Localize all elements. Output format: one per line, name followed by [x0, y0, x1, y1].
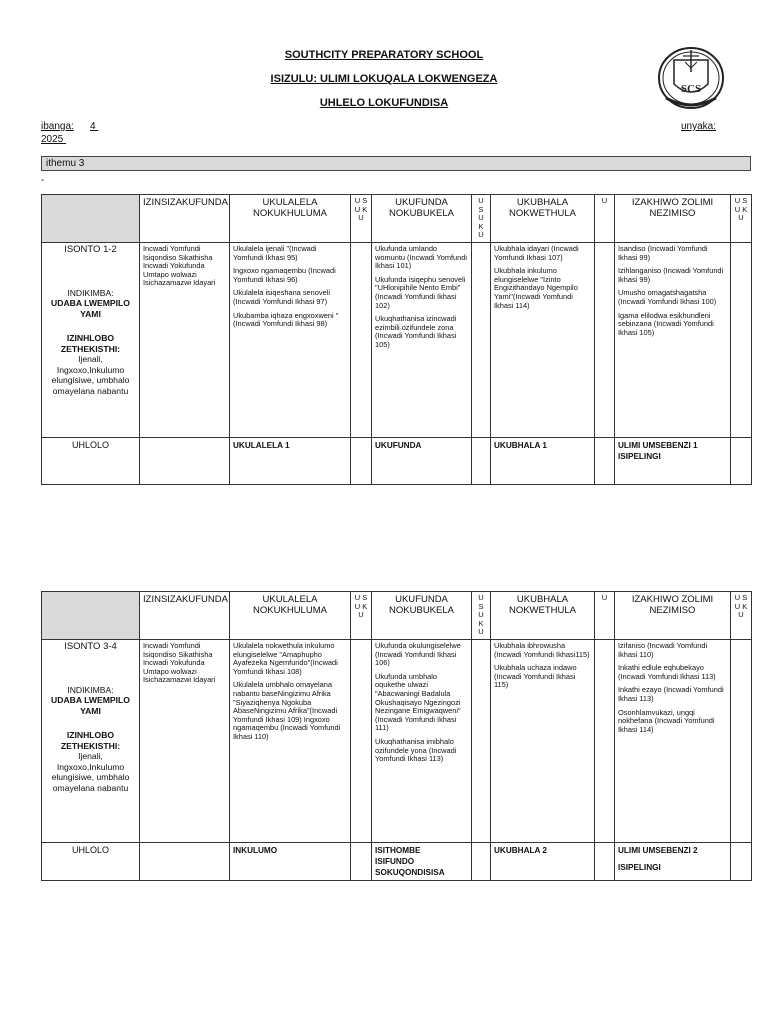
assessment-empty: [140, 843, 230, 881]
assessment-label: UHLOLO: [42, 843, 140, 881]
assessment-writing: UKUBHALA 1: [491, 438, 595, 485]
assessment-line: SOKUQONDISISA: [375, 868, 445, 877]
theme-bar: [41, 156, 751, 171]
list-item: Osonhlamvukazi, ungqi nokhefana (Incwadi Yomfundi Ikhasi 114): [618, 707, 715, 734]
week-cell: [42, 640, 140, 843]
col-header-usuku: U S U K U: [731, 592, 752, 640]
writing-cell: [491, 243, 595, 438]
day-cell: [351, 243, 372, 438]
col-header-listening: UKULALELA NOKUKHULUMA: [230, 195, 351, 243]
reading-cell: [372, 243, 472, 438]
year-label: unyaka:: [681, 121, 717, 132]
day-cell: [731, 640, 752, 843]
izinhlobo-value: Ijenali, Ingxoxo,Inkulumo elungisiwe, umbhalo omayelana nabantu: [51, 354, 130, 396]
assessment-reading: UKUFUNDA: [372, 438, 472, 485]
day-cell: [595, 843, 615, 881]
assessment-language: [615, 843, 731, 881]
izinhlobo-label: IZINHLOBO ZETHEKISTHI:: [60, 333, 121, 354]
col-header-resources: IZINSIZAKUFUNDA: [140, 592, 230, 640]
col-header-usuku: U S U K U: [472, 195, 491, 243]
resources-cell: [140, 243, 230, 438]
document-title: UHLELO LOKUFUNDISA: [319, 97, 449, 109]
assessment-line: ULIMI UMSEBENZI 2: [618, 846, 698, 855]
list-item: Ukulalela isiqeshana senoveli (Incwadi Yomfundi Ikhasi 97): [233, 288, 330, 306]
izinhlobo-label: IZINHLOBO ZETHEKISTHI:: [60, 730, 121, 751]
listening-cell: [230, 640, 351, 843]
day-cell: [595, 640, 615, 843]
assessment-listening: INKULUMO: [230, 843, 351, 881]
resources-text: Incwadi Yomfundi Isiqondiso Sikathisha Incwadi Yokufunda Umtapo wolwazi Isichazamazwi Idayari: [143, 641, 216, 685]
assessment-line: ISIPELINGI: [618, 863, 661, 872]
assessment-line: ISITHOMBE: [375, 846, 421, 855]
list-item: Ukufunda isiqephu senoveli "UHlonipihile Nento Embi" (Incwadi Yomfundi Ikhasi 102): [375, 274, 466, 310]
resources-text: Incwadi Yomfundi Isiqondiso Sikathisha Incwadi Yokufunda Umtapo wolwazi Isichazamazwi Idayari: [143, 244, 216, 288]
col-header-usuku: U S U K U: [351, 195, 372, 243]
col-header-listening: UKULALELA NOKUKHULUMA: [230, 592, 351, 640]
assessment-language: [615, 438, 731, 485]
col-header-u: U: [595, 195, 615, 243]
lesson-plan-table-2: [41, 591, 752, 881]
list-item: Ukubhala uchaza indawo (Incwadi Yomfundi Ikhasi 115): [494, 663, 577, 690]
week-cell: [42, 243, 140, 438]
theme-label: ithemu 3: [46, 158, 85, 169]
col-header-reading: UKUFUNDA NOKUBUKELA: [372, 592, 472, 640]
col-header-usuku: U S U K U: [472, 592, 491, 640]
day-cell: [351, 438, 372, 485]
col-header-writing: UKUBHALA NOKWETHULA: [491, 195, 595, 243]
assessment-line: ISIPELINGI: [618, 452, 661, 461]
izinhlobo-value: Ijenali, Ingxoxo,Inkulumo elungisiwe, umbhalo omayelana nabantu: [51, 751, 130, 793]
week-label: ISONTO 3-4: [64, 641, 117, 652]
list-item: Ukufunda umlando womuntu (Incwadi Yomfundi Ikhasi 101): [375, 244, 468, 271]
reading-cell: [372, 640, 472, 843]
day-cell: [595, 438, 615, 485]
resources-cell: [140, 640, 230, 843]
week-label: ISONTO 1-2: [64, 244, 117, 255]
indikimba-label: INDIKIMBA:: [67, 684, 114, 695]
year-value: 2025: [41, 134, 64, 145]
corner-cell: [42, 592, 140, 640]
list-item: Isandiso (Incwadi Yomfundi Ikhasi 99): [618, 244, 708, 262]
list-item: Ukufunda okulungiselelwe (Incwadi Yomfundi Ikhasi 106): [375, 641, 461, 668]
list-item: Ukuqhathanisa izincwadi ezimbili ozifundele zona (Incwadi Yomfundi Ikhasi 105): [375, 314, 457, 349]
lesson-plan-table-1: [41, 194, 752, 485]
day-cell: [731, 243, 752, 438]
dash-mark: -: [41, 175, 45, 186]
col-header-usuku: U S U K U: [351, 592, 372, 640]
col-header-language: IZAKHIWO ZOLIMI NEZIMISO: [615, 592, 731, 640]
col-header-u: U: [595, 592, 615, 640]
list-item: Igama elilodwa esikhundleni sebinzana (Incwadi Yomfundi Ikhasi 105): [618, 310, 714, 337]
col-header-writing: UKUBHALA NOKWETHULA: [491, 592, 595, 640]
crest-letters: SCS: [680, 83, 702, 95]
day-cell: [351, 843, 372, 881]
list-item: Ukubhala idayari (Incwadi Yomfundi Ikhasi 107): [494, 244, 579, 262]
list-item: Ukuqhathanisa imibhalo ozifundele yona (Incwadi Yomfundi Ikhasi 113): [375, 736, 457, 764]
assessment-reading: [372, 843, 472, 881]
listening-cell: [230, 243, 351, 438]
day-cell: [351, 640, 372, 843]
school-crest-icon: [656, 42, 726, 112]
writing-cell: [491, 640, 595, 843]
list-item: Ukubhala inkulumo elungiselelwe "Izinto Engizithandayo Ngempilo Yami"(Incwadi Yomfundi Ikhasi 114): [494, 266, 578, 310]
day-cell: [472, 438, 491, 485]
school-name: SOUTHCITY PREPARATORY SCHOOL: [284, 49, 484, 61]
list-item: Inkathi ezayo (Incwadi Yomfundi Ikhasi 113): [618, 685, 724, 703]
col-header-usuku: U S U K U: [731, 195, 752, 243]
list-item: Ukubamba iqhaza engxoxweni "(Incwadi Yomfundi Ikhasi 98): [233, 310, 339, 329]
list-item: Ukulalela ijenali "(Incwadi Yomfundi Ikhasi 95): [233, 244, 317, 262]
assessment-listening: UKULALELA 1: [230, 438, 351, 485]
day-cell: [472, 843, 491, 881]
assessment-writing: UKUBHALA 2: [491, 843, 595, 881]
col-header-reading: UKUFUNDA NOKUBUKELA: [372, 195, 472, 243]
subject-title: ISIZULU: ULIMI LOKUQALA LOKWENGEZA: [270, 73, 498, 85]
list-item: Izihlanganiso (Incwadi Yomfundi Ikhasi 99): [618, 266, 724, 284]
indikimba-value: UDABA LWEMPILO YAMI: [51, 298, 130, 319]
list-item: Ukubhala ibhrowusha (Incwadi Yomfundi Ikhasi115): [494, 641, 590, 659]
indikimba-value: UDABA LWEMPILO YAMI: [51, 695, 130, 716]
day-cell: [731, 438, 752, 485]
col-header-language: IZAKHIWO ZOLIMI NEZIMISO: [615, 195, 731, 243]
indikimba-label: INDIKIMBA:: [67, 287, 114, 298]
list-item: Umusho omagatshagatsha (Incwadi Yomfundi Ikhasi 100): [618, 288, 717, 306]
language-cell: [615, 243, 731, 438]
day-cell: [472, 243, 491, 438]
language-cell: [615, 640, 731, 843]
list-item: Izifaniso (Incwadi Yomfundi Ikhasi 110): [618, 641, 708, 659]
assessment-label: UHLOLO: [42, 438, 140, 485]
grade-label: ibanga:: [41, 121, 74, 132]
list-item: Ukulalela umbhalo omayelana nabantu baseNingizimu Afrika "Siyaziqhenya Ngokuba AbaseNingizimu Afrika"(Incwadi Yomfundi Ikhasi 109) Ingxoxo ngamaqembu (Incwadi Yomfundi Ikhasi 110): [233, 680, 341, 741]
list-item: Ukulalela nokwethula inkulumo elungiselelwe "Amaphupho Ayafezeka Ngemfundo"(Incwadi Yomfundi Ikhasi 108): [233, 641, 338, 676]
assessment-line: ISIFUNDO: [375, 857, 415, 866]
day-cell: [595, 243, 615, 438]
list-item: Ukufunda umbhalo oqukethe ulwazi "Abacwaningi Badalula Okushaqisayo Ngezingozi Nezingane Emigwaqweni"(Incwadi Yomfundi Ikhasi 111): [375, 671, 461, 733]
assessment-line: ULIMI UMSEBENZI 1: [618, 441, 698, 450]
day-cell: [472, 640, 491, 843]
list-item: Inkathi edlule eqhubekayo (Incwadi Yomfundi Ikhasi 113): [618, 663, 716, 681]
corner-cell: [42, 195, 140, 243]
grade-value: 4: [90, 121, 96, 132]
col-header-resources: IZINSIZAKUFUNDA: [140, 195, 230, 243]
day-cell: [731, 843, 752, 881]
assessment-empty: [140, 438, 230, 485]
list-item: Ingxoxo ngamaqembu (Incwadi Yomfundi Ikhasi 96): [233, 266, 336, 284]
